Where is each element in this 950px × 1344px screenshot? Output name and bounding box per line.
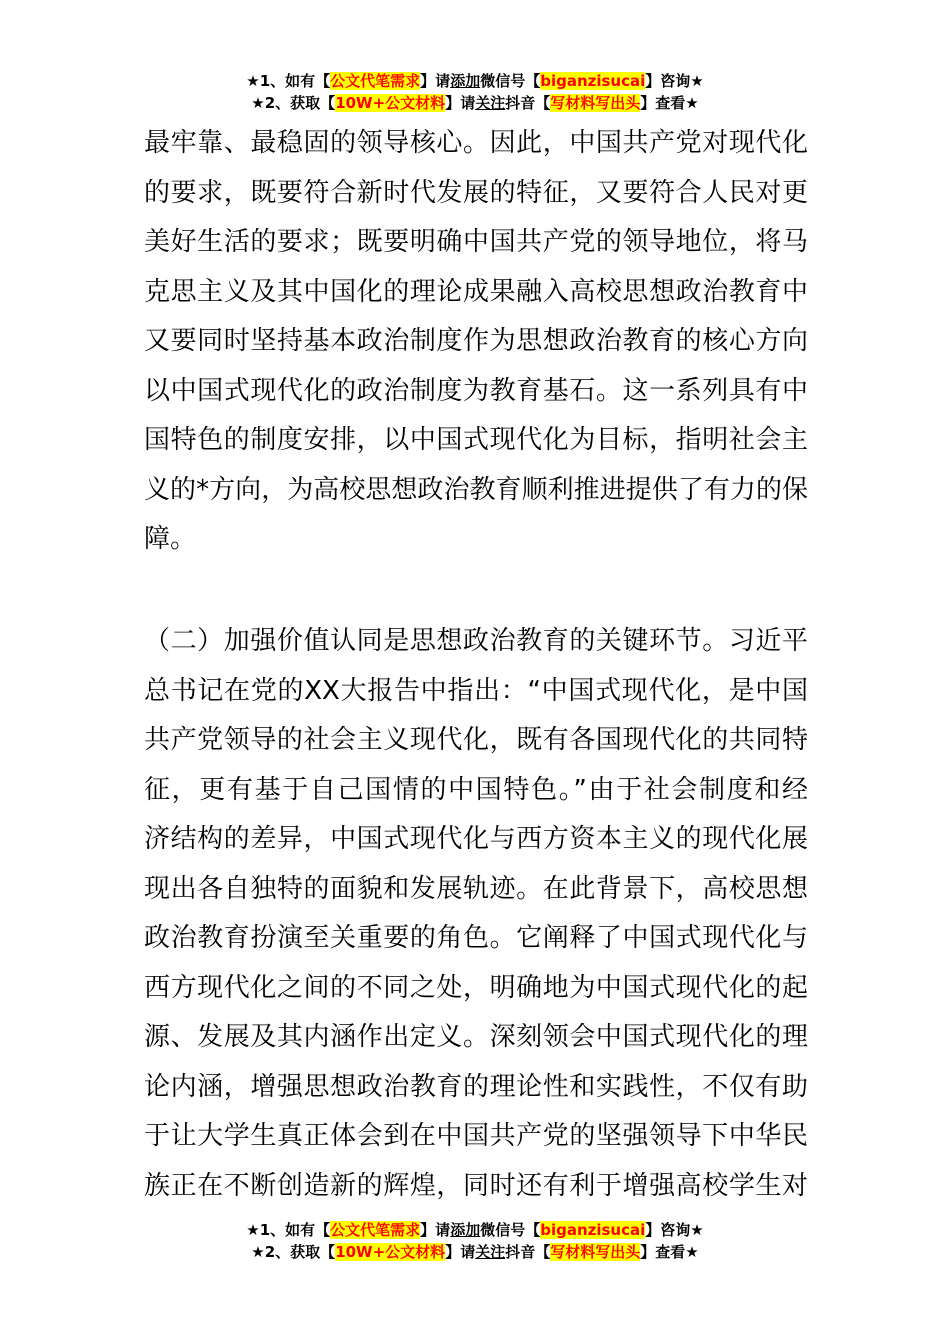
text-line: 又要同时坚持基本政治制度作为思想政治教育的核心方向	[144, 326, 808, 356]
banner-highlight: 10W+公文材料	[335, 1243, 446, 1261]
text-line: 美好生活的要求；既要明确中国共产党的领导地位，将马	[144, 227, 808, 257]
banner-line-2: ★2、获取【10W+公文材料】请关注抖音【写材料写出头】查看★	[251, 94, 699, 112]
text-line: 征，更有基于自己国情的中国特色。”由于社会制度和经	[144, 774, 808, 805]
text-line: 的要求，既要符合新时代发展的特征，又要符合人民对更	[144, 177, 808, 208]
text-line: 国特色的制度安排，以中国式现代化为目标，指明社会主	[144, 425, 808, 455]
text-line: 源、发展及其内涵作出定义。深刻领会中国式现代化的理	[144, 1022, 808, 1052]
paragraph-1	[144, 119, 808, 565]
text-line: 共产党领导的社会主义现代化，既有各国现代化的共同特	[144, 725, 808, 755]
header-banner	[0, 70, 950, 114]
text-line: 于让大学生真正体会到在中国共产党的坚强领导下中华民	[144, 1121, 808, 1151]
footer-banner	[0, 1219, 950, 1263]
banner-douyin-id: 写材料写出头	[550, 1243, 641, 1261]
paragraph-2	[144, 617, 808, 1211]
text-line: 总书记在党的XX大报告中指出：“中国式现代化，是中国	[144, 675, 808, 706]
banner-line-1: ★1、如有【公文代笔需求】请添加微信号【biganzisucai】咨询★	[246, 1221, 704, 1239]
banner-line-2: ★2、获取【10W+公文材料】请关注抖音【写材料写出头】查看★	[251, 1243, 699, 1261]
text-line: 西方现代化之间的不同之处，明确地为中国式现代化的起	[144, 972, 808, 1003]
text-line: （二）加强价值认同是思想政治教育的关键环节。习近平	[144, 626, 808, 656]
text-line: 论内涵，增强思想政治教育的理论性和实践性，不仅有助	[144, 1071, 808, 1102]
banner-wechat-id: biganzisucai	[540, 72, 646, 90]
banner-highlight: 公文代笔需求	[330, 1221, 421, 1239]
banner-douyin-id: 写材料写出头	[550, 94, 641, 112]
banner-wechat-id: biganzisucai	[540, 1221, 646, 1239]
banner-highlight: 10W+公文材料	[335, 94, 446, 112]
banner-highlight: 公文代笔需求	[330, 72, 421, 90]
banner-line-1: ★1、如有【公文代笔需求】请添加微信号【biganzisucai】咨询★	[246, 72, 704, 90]
text-line: 以中国式现代化的政治制度为教育基石。这一系列具有中	[144, 375, 808, 406]
text-line: 义的*方向，为高校思想政治教育顺利推进提供了有力的保	[144, 474, 808, 505]
text-line: 族正在不断创造新的辉煌，同时还有利于增强高校学生对	[144, 1170, 808, 1201]
text-line: 克思主义及其中国化的理论成果融入高校思想政治教育中	[144, 276, 808, 307]
text-line: 最牢靠、最稳固的领导核心。因此，中国共产党对现代化	[144, 128, 808, 158]
text-line: 济结构的差异，中国式现代化与西方资本主义的现代化展	[144, 824, 808, 854]
text-line: 障。	[144, 524, 197, 554]
text-line: 现出各自独特的面貌和发展轨迹。在此背景下，高校思想	[144, 873, 808, 904]
text-line: 政治教育扮演至关重要的角色。它阐释了中国式现代化与	[144, 923, 808, 953]
